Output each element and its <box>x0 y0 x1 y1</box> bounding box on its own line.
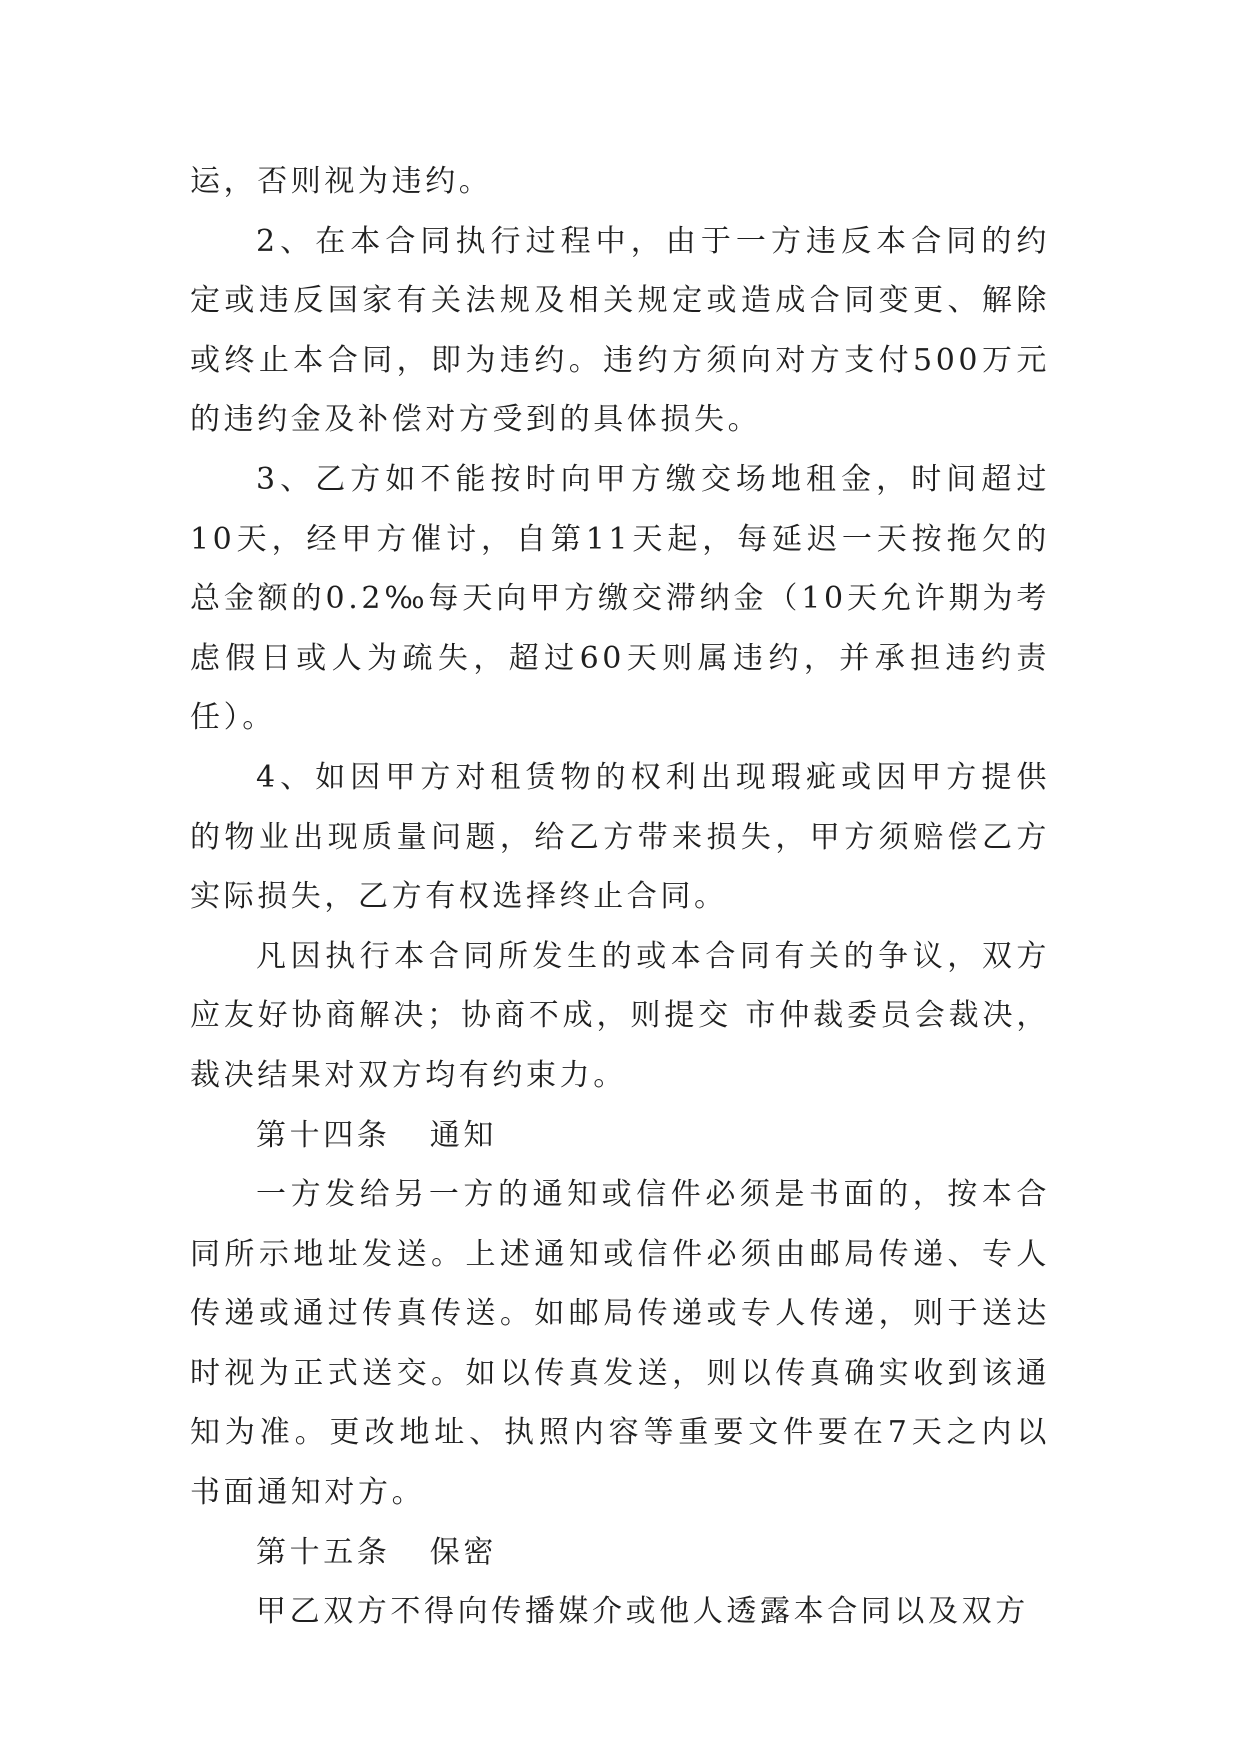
paragraph-dispute-resolution: 凡因执行本合同所发生的或本合同有关的争议，双方应友好协商解决；协商不成，则提交 市仲裁委员会裁决，裁决结果对双方均有约束力。 <box>190 938 1050 1093</box>
paragraph-notice-body: 一方发给另一方的通知或信件必须是书面的，按本合同所示地址发送。上述通知或信件必须由邮局传递、专人传递或通过传真传送。如邮局传递或专人传递，则于送达时视为正式送交。如以传真发送，则以传真确实收到该通知为准。更改地址、执照内容等重要文件要在7天之内以书面通知对方。 <box>190 1177 1050 1511</box>
paragraph-continuation: 运，否则视为违约。 <box>190 164 493 199</box>
section-heading-confidentiality: 第十五条 保密 <box>256 1534 498 1570</box>
section-heading-notice: 第十四条 通知 <box>256 1117 498 1153</box>
paragraph-breach-clause-2: 2、在本合同执行过程中，由于一方违反本合同的约定或违反国家有关法规及相关规定或造成合同变更、解除或终止本合同，即为违约。违约方须向对方支付500万元的违约金及补偿对方受到的具体损失。 <box>190 223 1050 438</box>
paragraph-defect-clause-4: 4、如因甲方对租赁物的权利出现瑕疵或因甲方提供的物业出现质量问题，给乙方带来损失，甲方须赔偿乙方实际损失，乙方有权选择终止合同。 <box>190 759 1050 915</box>
document-body <box>190 152 1050 1642</box>
paragraph-late-rent-clause-3: 3、乙方如不能按时向甲方缴交场地租金，时间超过10天，经甲方催讨，自第11天起，每延迟一天按拖欠的总金额的0.2‰每天向甲方缴交滞纳金（10天允许期为考虑假日或人为疏失，超过60天则属违约，并承担违约责任）。 <box>190 461 1050 736</box>
paragraph-confidentiality-body: 甲乙双方不得向传播媒介或他人透露本合同以及双方 <box>256 1594 1029 1630</box>
